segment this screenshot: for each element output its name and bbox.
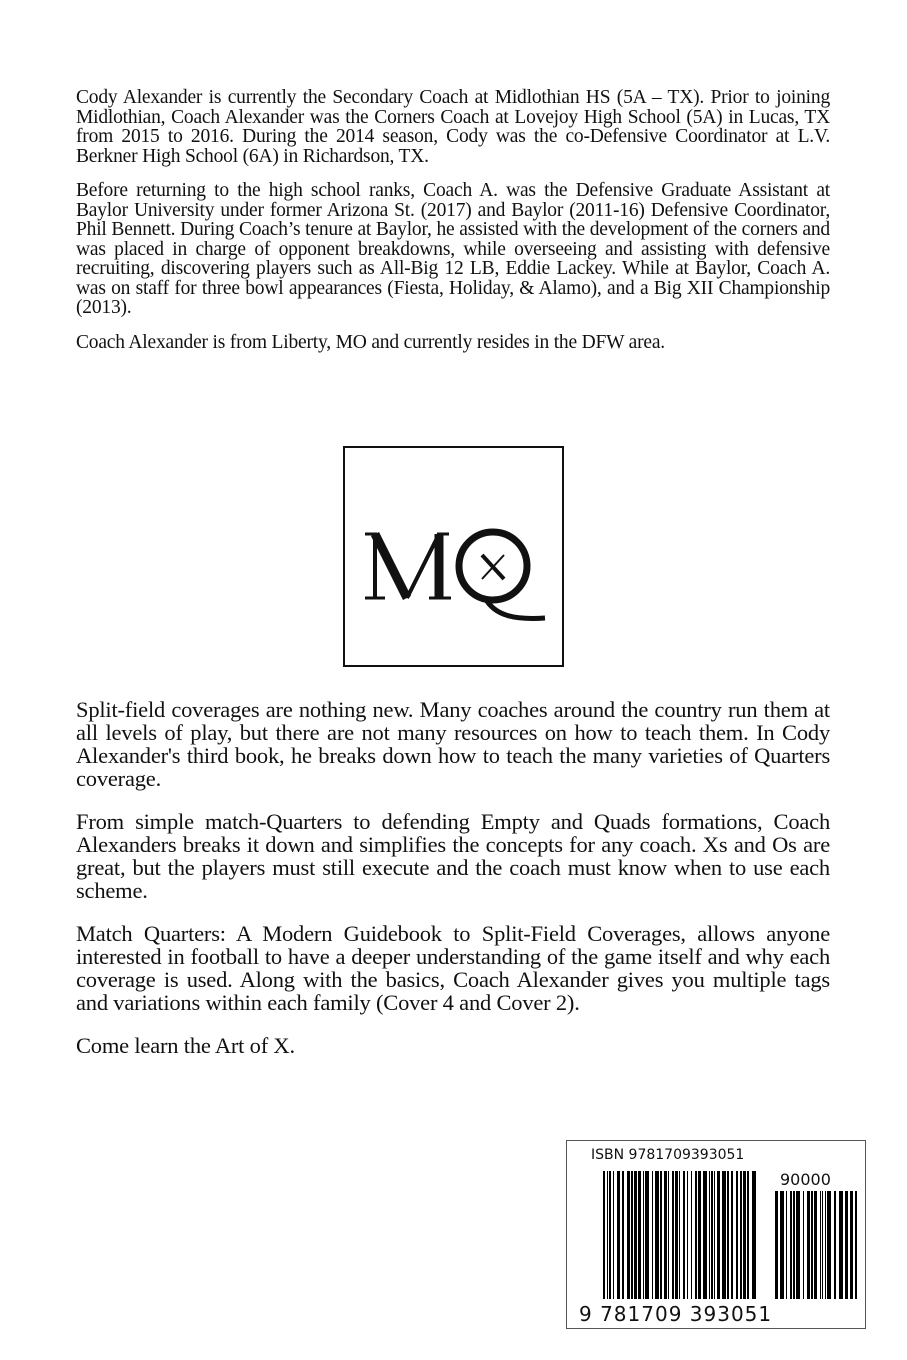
barcode-bar bbox=[747, 1171, 749, 1299]
barcode-bar bbox=[617, 1171, 620, 1299]
author-paragraph: Before returning to the high school ranks, Coach A. was the Defensive Graduate Assistant at Baylor University under former Arizona St. (2017) and Baylor (2011-16) Defensive Coordinator, Phil Bennett. During Coach’s tenure at Baylor, he assisted with the development of the corners and was placed in charge of opponent breakdowns, while overseeing and assisting with defensive recruiting, discovering players such as All-Big 12 LB, Eddie Lackey. While at Baylor, Coach A. was on staff for three bowl appearances (Fiesta, Holiday, & Alamo), and a Big XII Championship (2013). bbox=[76, 180, 830, 318]
barcode-bar bbox=[698, 1171, 701, 1299]
barcode-bar bbox=[627, 1171, 630, 1299]
barcode-bar bbox=[711, 1171, 713, 1299]
barcode-bar bbox=[675, 1171, 678, 1299]
barcode-bar bbox=[727, 1171, 729, 1299]
barcode-bar bbox=[807, 1191, 810, 1299]
barcode-bar bbox=[752, 1171, 756, 1299]
barcode-bar bbox=[703, 1171, 707, 1299]
author-paragraph: Coach Alexander is from Liberty, MO and currently resides in the DFW area. bbox=[76, 331, 665, 353]
barcode-bar bbox=[687, 1171, 688, 1299]
description-paragraph: Come learn the Art of X. bbox=[76, 1033, 295, 1058]
barcode-bar bbox=[736, 1171, 738, 1299]
barcode-bar bbox=[722, 1171, 726, 1299]
barcode-bar bbox=[603, 1171, 605, 1299]
barcode-bar bbox=[717, 1171, 720, 1299]
barcode-bar bbox=[796, 1191, 800, 1299]
barcode-bar bbox=[679, 1171, 680, 1299]
barcode-bar bbox=[607, 1171, 608, 1299]
barcode-bar bbox=[839, 1191, 843, 1299]
barcode-bar bbox=[683, 1171, 685, 1299]
barcode-bar bbox=[793, 1191, 795, 1299]
barcode-bar bbox=[660, 1171, 662, 1299]
about-author bbox=[76, 88, 830, 367]
barcode-bar bbox=[740, 1171, 742, 1299]
barcode-bar bbox=[638, 1171, 641, 1299]
barcode-bar bbox=[743, 1171, 746, 1299]
barcode-bar bbox=[834, 1191, 836, 1299]
barcode-bar bbox=[695, 1171, 697, 1299]
barcode-bar bbox=[652, 1171, 653, 1299]
barcode-bar bbox=[786, 1191, 787, 1299]
barcode-bar bbox=[668, 1171, 669, 1299]
barcode-bar bbox=[709, 1171, 710, 1299]
barcode-bar bbox=[775, 1191, 778, 1299]
description-paragraph: From simple match-Quarters to defending Empty and Quads formations, Coach Alexanders breaks it down and simplifies the concepts for any coach. Xs and Os are great, but the players must still execute and the coach must know when to use each scheme. bbox=[76, 809, 830, 903]
barcode-bar bbox=[814, 1191, 817, 1299]
barcode-bar bbox=[803, 1191, 804, 1299]
barcode-bar bbox=[820, 1191, 821, 1299]
barcode-bar bbox=[609, 1171, 611, 1299]
barcode-bar bbox=[672, 1171, 674, 1299]
barcode-bar bbox=[845, 1191, 848, 1299]
isbn-label: ISBN 9781709393051 bbox=[591, 1147, 745, 1163]
barcode-bar bbox=[645, 1171, 649, 1299]
barcode-bar bbox=[655, 1171, 659, 1299]
barcode-bar bbox=[822, 1191, 823, 1299]
barcode-bar bbox=[850, 1191, 853, 1299]
barcode-bar bbox=[855, 1191, 857, 1299]
barcode-bar bbox=[634, 1171, 637, 1299]
description-paragraph: Match Quarters: A Modern Guidebook to Split-Field Coverages, allows anyone interested in football to have a deeper understanding of the game itself and why each coverage is used. Along with the basics, Coach Alexander gives you multiple tags and variations within each family (Cover 4 and Cover 2). bbox=[76, 921, 830, 1015]
logo-letter-m bbox=[365, 534, 451, 598]
author-paragraph: Cody Alexander is currently the Secondary Coach at Midlothian HS (5A – TX). Prior to joining Midlothian, Coach Alexander was the Corners Coach at Lovejoy High School (5A) in Lucas, TX from 2015 to 2016. During the 2014 season, Cody was the co-Defensive Coordinator at L.V. Berkner High School (6A) in Richardson, TX. bbox=[76, 87, 830, 167]
barcode-bar bbox=[714, 1171, 715, 1299]
barcode-bar bbox=[622, 1171, 624, 1299]
publisher-logo bbox=[343, 446, 564, 667]
barcode-bar bbox=[827, 1191, 831, 1299]
book-description bbox=[76, 698, 830, 1077]
isbn-barcode bbox=[566, 1140, 866, 1329]
barcode-digits: 9 781709 393051 bbox=[579, 1302, 773, 1326]
price-code: 90000 bbox=[780, 1170, 831, 1189]
barcode-bar bbox=[825, 1191, 826, 1299]
description-paragraph: Split-field coverages are nothing new. Many coaches around the country run them at all levels of play, but there are not many resources on how to teach them. In Cody Alexander's third book, he breaks down how to teach the many varieties of Quarters coverage. bbox=[76, 697, 830, 791]
barcode-bar bbox=[613, 1171, 614, 1299]
barcode-bar bbox=[664, 1171, 667, 1299]
mqx-logo-mark bbox=[345, 448, 562, 665]
barcode-bar bbox=[790, 1191, 792, 1299]
barcode-bar bbox=[631, 1171, 633, 1299]
barcode-bar bbox=[811, 1191, 813, 1299]
barcode-bar bbox=[780, 1191, 784, 1299]
barcode-bar bbox=[731, 1171, 733, 1299]
barcode-bar bbox=[643, 1171, 644, 1299]
barcode-bar bbox=[691, 1171, 692, 1299]
logo-letter-x bbox=[482, 555, 504, 579]
